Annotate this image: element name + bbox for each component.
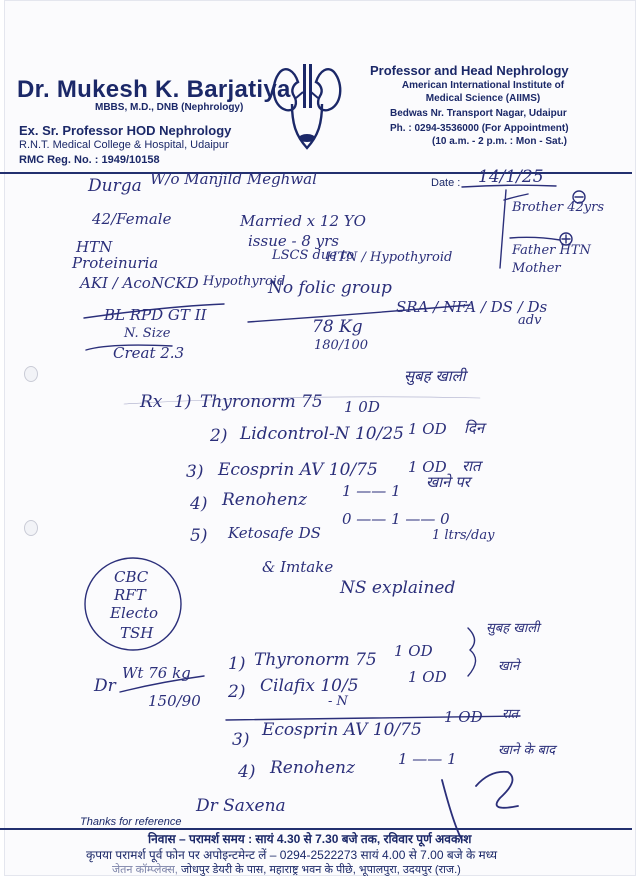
- family-brother: Brother 42yrs: [512, 200, 605, 215]
- rx-item-4-num: 4): [190, 494, 208, 514]
- followup-label: Dr: [94, 676, 116, 696]
- weight: 78 Kg: [312, 317, 363, 337]
- rx-item-4-dose: 1 —— 1: [342, 482, 401, 500]
- rx-item-1-dose: 1 0D: [344, 398, 380, 416]
- followup-weight: Wt 76 kg: [122, 664, 191, 682]
- history-hypothyroid: Hypothyroid: [203, 274, 286, 289]
- brace-icon: [468, 628, 476, 676]
- followup-med-1-dose: 1 OD: [394, 642, 433, 660]
- footer-address-struck: जेतन कॉम्प्लेक्स,: [112, 864, 178, 876]
- college-name: R.N.T. Medical College & Hospital, Udaipur: [19, 139, 229, 151]
- followup-bp: 150/90: [148, 692, 201, 710]
- blood-pressure: 180/100: [314, 338, 369, 353]
- followup-med-1-num: 1): [228, 654, 246, 674]
- rx-symbol: Rx: [140, 392, 163, 412]
- followup-med-3-num: 3): [232, 730, 250, 750]
- followup-med-1-timing: सुबह खाली: [486, 621, 540, 636]
- clinic-hours: (10 a.m. - 2 p.m. : Mon - Sat.): [432, 136, 568, 147]
- rx-item-2-timing: दिन: [464, 419, 485, 437]
- test-cbc: CBC: [114, 568, 149, 586]
- test-electro: Electo: [110, 604, 159, 622]
- adv-note: adv: [518, 313, 542, 328]
- followup-med-2-num: 2): [228, 682, 246, 702]
- patient-age-sex: 42/Female: [92, 210, 172, 228]
- fluid-intake-amount: 1 ltrs/day: [432, 528, 495, 543]
- fluid-intake: & Imtake: [262, 558, 334, 576]
- rx-item-1-num: 1): [174, 392, 192, 412]
- issue-note: issue - 8 yrs: [248, 232, 339, 250]
- rx-item-4-drug: Renohenz: [222, 490, 307, 510]
- sra-note: SRA / NFA / DS / Ds: [396, 298, 548, 316]
- test-tsh: TSH: [120, 624, 154, 642]
- date-value: 14/1/25: [478, 167, 544, 187]
- appointment-phone: Ph. : 0294-3536000 (For Appointment): [390, 123, 569, 134]
- followup-med-3-drug: Ecosprin AV 10/75: [262, 720, 422, 740]
- rx-item-3-drug: Ecosprin AV 10/75: [218, 460, 378, 480]
- followup-med-3-timing: रात: [502, 707, 519, 722]
- followup-med-4-dose: 1 —— 1: [398, 750, 457, 768]
- history-lscs: LSCS due to: [272, 248, 355, 263]
- history-blood-group: No folic group: [268, 278, 392, 298]
- footer-appointment-note: कृपया परामर्श पूर्व फोन पर अपोइन्टमेन्ट लें – 0294-2522273 सायं 4.00 से 7.00 बजे के मध्य: [86, 848, 498, 862]
- history-lscs-reason: HTN / Hypothyroid: [326, 250, 453, 265]
- followup-med-1-drug: Thyronorm 75: [254, 650, 377, 670]
- creatinine: Creat 2.3: [113, 344, 185, 362]
- followup-med-4-timing: खाने के बाद: [498, 743, 556, 758]
- rx-item-5-dose: 0 —— 1 —— 0: [342, 510, 450, 528]
- patient-name: Durga: [88, 176, 142, 196]
- family-underline: [510, 237, 560, 240]
- doctor-name: Dr. Mukesh K. Barjatiya: [17, 76, 291, 103]
- rx-item-3-dose: 1 OD: [408, 458, 447, 476]
- doctor-qualifications: MBBS, M.D., DNB (Nephrology): [95, 102, 244, 113]
- history-aki: AKI / AcoNCKD: [80, 274, 199, 292]
- kidney-size: N. Size: [124, 326, 171, 341]
- marital-status: Married x 12 YO: [240, 212, 366, 230]
- designation-title: Professor and Head Nephrology: [370, 63, 569, 78]
- footer-address-text: जोधपुर डेयरी के पास, महाराष्ट्र भवन के पीछे, भूपालपुरा, उदयपुर (राज.): [180, 864, 461, 876]
- rx-item-5-num: 5): [190, 526, 208, 546]
- referring-doctor: Dr Saxena: [196, 796, 286, 816]
- family-mother: Mother: [512, 261, 561, 276]
- footer-consult-hours: निवास – परामर्श समय : सायं 4.30 से 7.30 बजे तक, रविवार पूर्ण अवकाश: [148, 832, 472, 846]
- rx-item-2-drug: Lidcontrol-N 10/25: [240, 424, 404, 444]
- followup-med-4-num: 4): [238, 762, 256, 782]
- rx-item-1-timing: सुबह खाली: [404, 367, 466, 385]
- rx-item-2-dose: 1 OD: [408, 420, 447, 438]
- rx-item-5-drug: Ketosafe DS: [228, 524, 321, 542]
- rx-item-2-num: 2): [210, 426, 228, 446]
- institute-line-2: Medical Science (AIIMS): [425, 93, 541, 104]
- rx-item-4-timing: खाने पर: [426, 473, 470, 491]
- date-label: Date :: [431, 177, 461, 189]
- punch-hole-bottom: [24, 520, 38, 536]
- followup-med-4-drug: Renohenz: [270, 758, 355, 778]
- history-proteinuria: Proteinuria: [72, 254, 159, 272]
- test-rft: RFT: [114, 586, 146, 604]
- rx-item-3-num: 3): [186, 462, 204, 482]
- thanks-for-reference: Thanks for reference: [80, 816, 182, 828]
- family-divider: [500, 190, 506, 268]
- patient-relation: W/o Manjild Meghwal: [150, 170, 317, 188]
- rx-item-1-drug: Thyronorm 75: [200, 392, 323, 412]
- rmc-registration: RMC Reg. No. : 1949/10158: [19, 154, 160, 166]
- rx-item-3-timing: रात: [462, 457, 481, 475]
- followup-med-2-dose: 1 OD: [408, 668, 447, 686]
- institute-line-1: American International Institute of: [401, 80, 565, 91]
- family-father: Father HTN: [512, 243, 591, 258]
- followup-med-2-timing: खाने: [498, 659, 520, 674]
- ex-position: Ex. Sr. Professor HOD Nephrology: [19, 123, 232, 138]
- history-htn: HTN: [76, 238, 113, 256]
- ns-explained: NS explained: [340, 578, 456, 598]
- punch-hole-top: [24, 366, 38, 382]
- date-underline: [462, 185, 556, 187]
- footer-address: [112, 862, 461, 877]
- followup-med-2-sub: - N: [328, 694, 348, 709]
- bl-rpdgr: BL RPD GT II: [104, 306, 207, 324]
- followup-med-3-dose: 1 OD: [444, 708, 483, 726]
- followup-med-2-drug: Cilafix 10/5: [260, 676, 359, 696]
- clinic-address: Bedwas Nr. Transport Nagar, Udaipur: [390, 108, 567, 119]
